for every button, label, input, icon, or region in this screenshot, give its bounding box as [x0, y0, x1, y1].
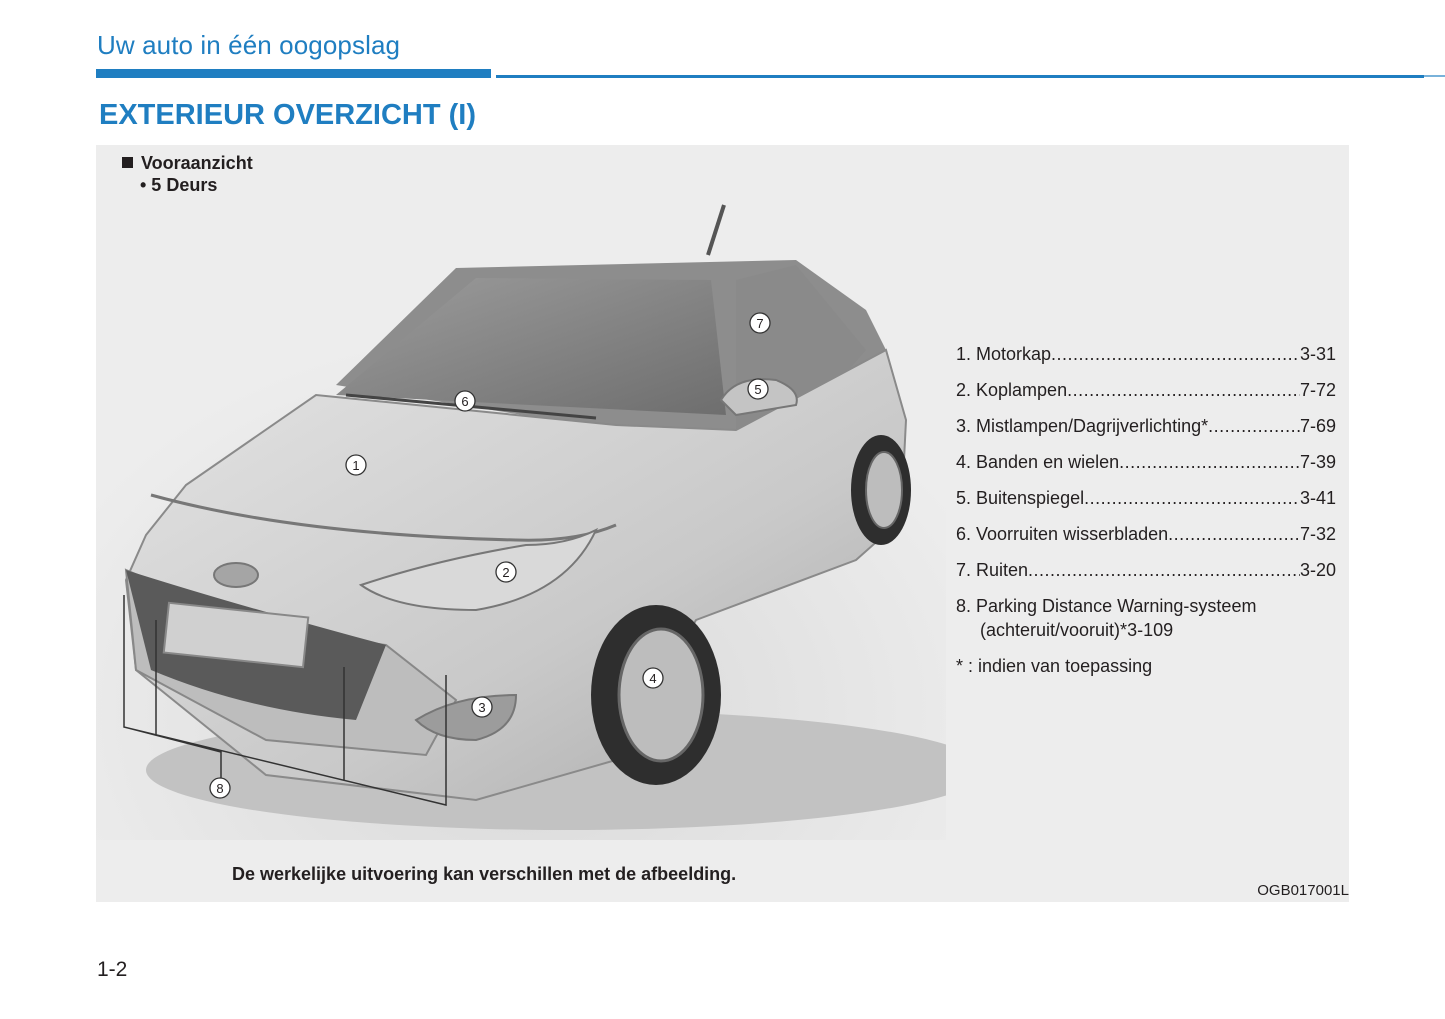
rear-rim	[866, 452, 902, 528]
callout-1	[346, 455, 366, 475]
leader-dots	[1119, 452, 1300, 473]
legend-list	[956, 344, 1336, 686]
legend-item-label: 1. Motorkap	[956, 344, 1052, 364]
leader-dots	[1168, 524, 1300, 545]
callout-5	[748, 379, 768, 399]
callout-6-number: 6	[461, 394, 469, 409]
legend-item-label: 5. Buitenspiegel	[956, 488, 1085, 508]
figure-panel	[96, 145, 1349, 902]
header-rule-thin	[496, 75, 1424, 78]
callout-3	[472, 697, 492, 717]
leader-dots	[1067, 380, 1300, 401]
legend-item-8-page: 3-109	[1127, 620, 1174, 640]
legend-item-label: 6. Voorruiten wisserbladen	[956, 524, 1169, 544]
view-label-text: Vooraanzicht	[141, 153, 253, 173]
callout-5-number: 5	[754, 382, 762, 397]
legend-item-page: 3-31	[1299, 344, 1336, 364]
legend-item-8-label: 8. Parking Distance Warning-systeem	[956, 596, 1257, 616]
legend-item	[956, 380, 1336, 416]
callout-2-number: 2	[502, 565, 510, 580]
legend-item-8	[956, 596, 1336, 656]
legend-item-page: 3-41	[1299, 488, 1336, 508]
callout-1-number: 1	[352, 458, 360, 473]
leader-dots	[1084, 488, 1300, 509]
legend-item	[956, 416, 1336, 452]
leader-dots	[1208, 416, 1300, 437]
front-rim	[619, 629, 703, 761]
callout-8-number: 8	[216, 781, 224, 796]
legend-item-8-row	[956, 620, 1336, 641]
legend-note: * : indien van toepassing	[956, 656, 1153, 676]
legend-item-label: 3. Mistlampen/Dagrijverlichting*	[956, 416, 1209, 436]
legend-item-page: 7-72	[1299, 380, 1336, 400]
callout-3-number: 3	[478, 700, 486, 715]
legend-item	[956, 452, 1336, 488]
callout-8	[210, 778, 230, 798]
legend-item	[956, 560, 1336, 596]
legend-item	[956, 488, 1336, 524]
square-bullet-icon	[122, 157, 133, 168]
callout-7	[750, 313, 770, 333]
callout-4	[643, 668, 663, 688]
image-code: OGB017001L	[1257, 882, 1349, 899]
page-number: 1-2	[97, 958, 128, 981]
header-rule-thick	[96, 69, 491, 78]
legend-item-label: 2. Koplampen	[956, 380, 1068, 400]
leader-dots	[1051, 344, 1300, 365]
legend-item	[956, 344, 1336, 380]
page-heading: EXTERIEUR OVERZICHT (I)	[99, 99, 477, 131]
view-label	[122, 153, 253, 174]
legend-item-page: 7-39	[1299, 452, 1336, 472]
legend-item-page: 7-69	[1299, 416, 1336, 436]
doors-label: • 5 Deurs	[140, 175, 218, 195]
legend-item	[956, 524, 1336, 560]
car-illustration	[96, 200, 946, 840]
disclaimer: De werkelijke uitvoering kan verschillen met de afbeelding.	[232, 864, 737, 884]
legend-item-label: 4. Banden en wielen	[956, 452, 1120, 472]
legend-item-page: 3-20	[1299, 560, 1336, 580]
brand-logo	[214, 563, 258, 587]
legend-item-page: 7-32	[1299, 524, 1336, 544]
header-rule-end	[1424, 75, 1445, 77]
section-title: Uw auto in één oogopslag	[97, 30, 401, 60]
legend-item-label: 7. Ruiten	[956, 560, 1029, 580]
legend-item-8-sublabel: (achteruit/vooruit)*	[980, 620, 1128, 640]
callout-2	[496, 562, 516, 582]
callout-7-number: 7	[756, 316, 764, 331]
leader-dots	[1028, 560, 1300, 581]
callout-6	[455, 391, 475, 411]
callout-4-number: 4	[649, 671, 657, 686]
